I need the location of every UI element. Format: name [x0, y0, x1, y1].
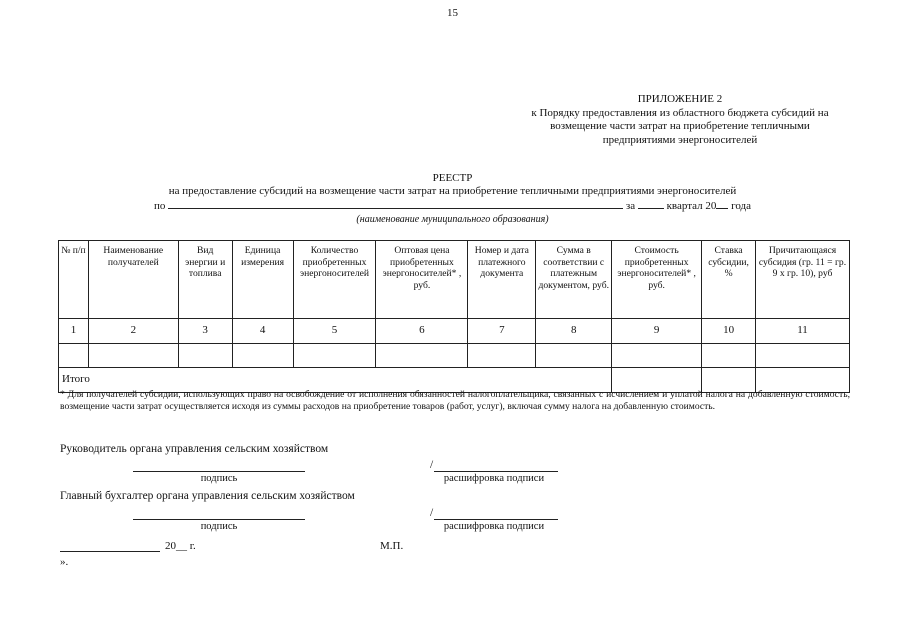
- column-number: 1: [59, 319, 89, 344]
- column-number: 3: [178, 319, 232, 344]
- table-cell[interactable]: [376, 344, 468, 368]
- table-cell[interactable]: [468, 344, 536, 368]
- accountant-signature-caption: подпись: [200, 521, 238, 532]
- date-suffix: 20__ г.: [165, 540, 196, 552]
- head-signature-caption: подпись: [200, 473, 238, 484]
- table-cell[interactable]: [756, 344, 850, 368]
- za-label: за: [625, 200, 636, 212]
- table-cell[interactable]: [702, 344, 756, 368]
- header-cell: Количество приобретенных энергоносителей: [293, 241, 376, 319]
- appendix-line-3: предприятиями энергоносителей: [602, 133, 758, 146]
- year-field[interactable]: [716, 198, 728, 209]
- column-number: 11: [756, 319, 850, 344]
- accountant-label: Главный бухгалтер органа управления сельским хозяйством: [60, 490, 355, 502]
- table-cell[interactable]: [178, 344, 232, 368]
- header-cell: Оптовая цена приобретенных энергоносителей* , руб.: [376, 241, 468, 319]
- header-cell: Вид энергии и топлива: [178, 241, 232, 319]
- registry-table: [58, 240, 850, 393]
- by-label: по: [153, 200, 166, 212]
- column-number: 5: [293, 319, 376, 344]
- year-label: года: [731, 200, 752, 212]
- footnote: * Для получателей субсидии, использующих право на освобождение от исполнения обязанностей налогоплательщика, связанных с исчислением и уплатой налога на добавленную стоимость, возмещение части затрат осуществляется исходя из суммы расходов на приобретение товаров (работ, услуг), включая сумму налога на добавленную стоимость.: [60, 389, 850, 412]
- registry-title: РЕЕСТР: [432, 172, 473, 184]
- accountant-decoding-caption: расшифровка подписи: [443, 521, 545, 532]
- accountant-signature-line[interactable]: [133, 519, 305, 520]
- header-cell: Стоимость приобретенных энергоносителей* , руб.: [612, 241, 702, 319]
- header-cell: Ставка субсидии, %: [702, 241, 756, 319]
- total-label: Итого: [59, 368, 612, 393]
- table-cell[interactable]: [88, 344, 178, 368]
- table-cell[interactable]: [232, 344, 293, 368]
- appendix-line-1: к Порядку предоставления из областного бюджета субсидий на: [531, 106, 829, 119]
- column-number: 8: [536, 319, 612, 344]
- header-cell: Наименование получателей: [88, 241, 178, 319]
- quarter-field[interactable]: [638, 198, 664, 209]
- header-cell: Причитающаяся субсидия (гр. 11 = гр. 9 х гр. 10), руб: [756, 241, 850, 319]
- header-cell: Сумма в соответствии с платежным документом, руб.: [536, 241, 612, 319]
- header-cell: Единица измерения: [232, 241, 293, 319]
- head-decoding-line[interactable]: [434, 471, 558, 472]
- head-decoding-caption: расшифровка подписи: [443, 473, 545, 484]
- stamp-label: М.П.: [380, 540, 404, 552]
- column-number: 9: [612, 319, 702, 344]
- accountant-slash: /: [430, 507, 434, 519]
- municipality-field[interactable]: [168, 198, 623, 209]
- table-header-row: [59, 241, 850, 319]
- registry-subtitle: на предоставление субсидий на возмещение части затрат на приобретение тепличными предприятиями энергоносителей: [168, 185, 737, 197]
- head-slash: /: [430, 459, 434, 471]
- registry-by-line: [0, 198, 905, 213]
- page-number: 15: [447, 7, 458, 19]
- head-label: Руководитель органа управления сельским хозяйством: [60, 443, 329, 455]
- date-line[interactable]: [60, 551, 160, 552]
- column-number: 6: [376, 319, 468, 344]
- appendix-line-2: возмещение части затрат на приобретение тепличными: [550, 120, 810, 132]
- table-cell[interactable]: [293, 344, 376, 368]
- closing-quote: ».: [60, 556, 69, 568]
- table-cell[interactable]: [612, 344, 702, 368]
- appendix-title: ПРИЛОЖЕНИЕ 2: [637, 93, 723, 105]
- registry-heading: [0, 172, 905, 213]
- header-cell: № п/п: [59, 241, 89, 319]
- quarter-label: квартал 20: [666, 200, 717, 212]
- column-number-row: [59, 319, 850, 344]
- table-row: [59, 344, 850, 368]
- table-cell[interactable]: [59, 344, 89, 368]
- column-number: 2: [88, 319, 178, 344]
- accountant-decoding-line[interactable]: [434, 519, 558, 520]
- column-number: 4: [232, 319, 293, 344]
- appendix-header: [505, 93, 855, 147]
- municipality-hint: (наименование муниципального образования): [356, 214, 549, 225]
- table-cell[interactable]: [536, 344, 612, 368]
- header-cell: Номер и дата платежного документа: [468, 241, 536, 319]
- column-number: 7: [468, 319, 536, 344]
- column-number: 10: [702, 319, 756, 344]
- head-signature-line[interactable]: [133, 471, 305, 472]
